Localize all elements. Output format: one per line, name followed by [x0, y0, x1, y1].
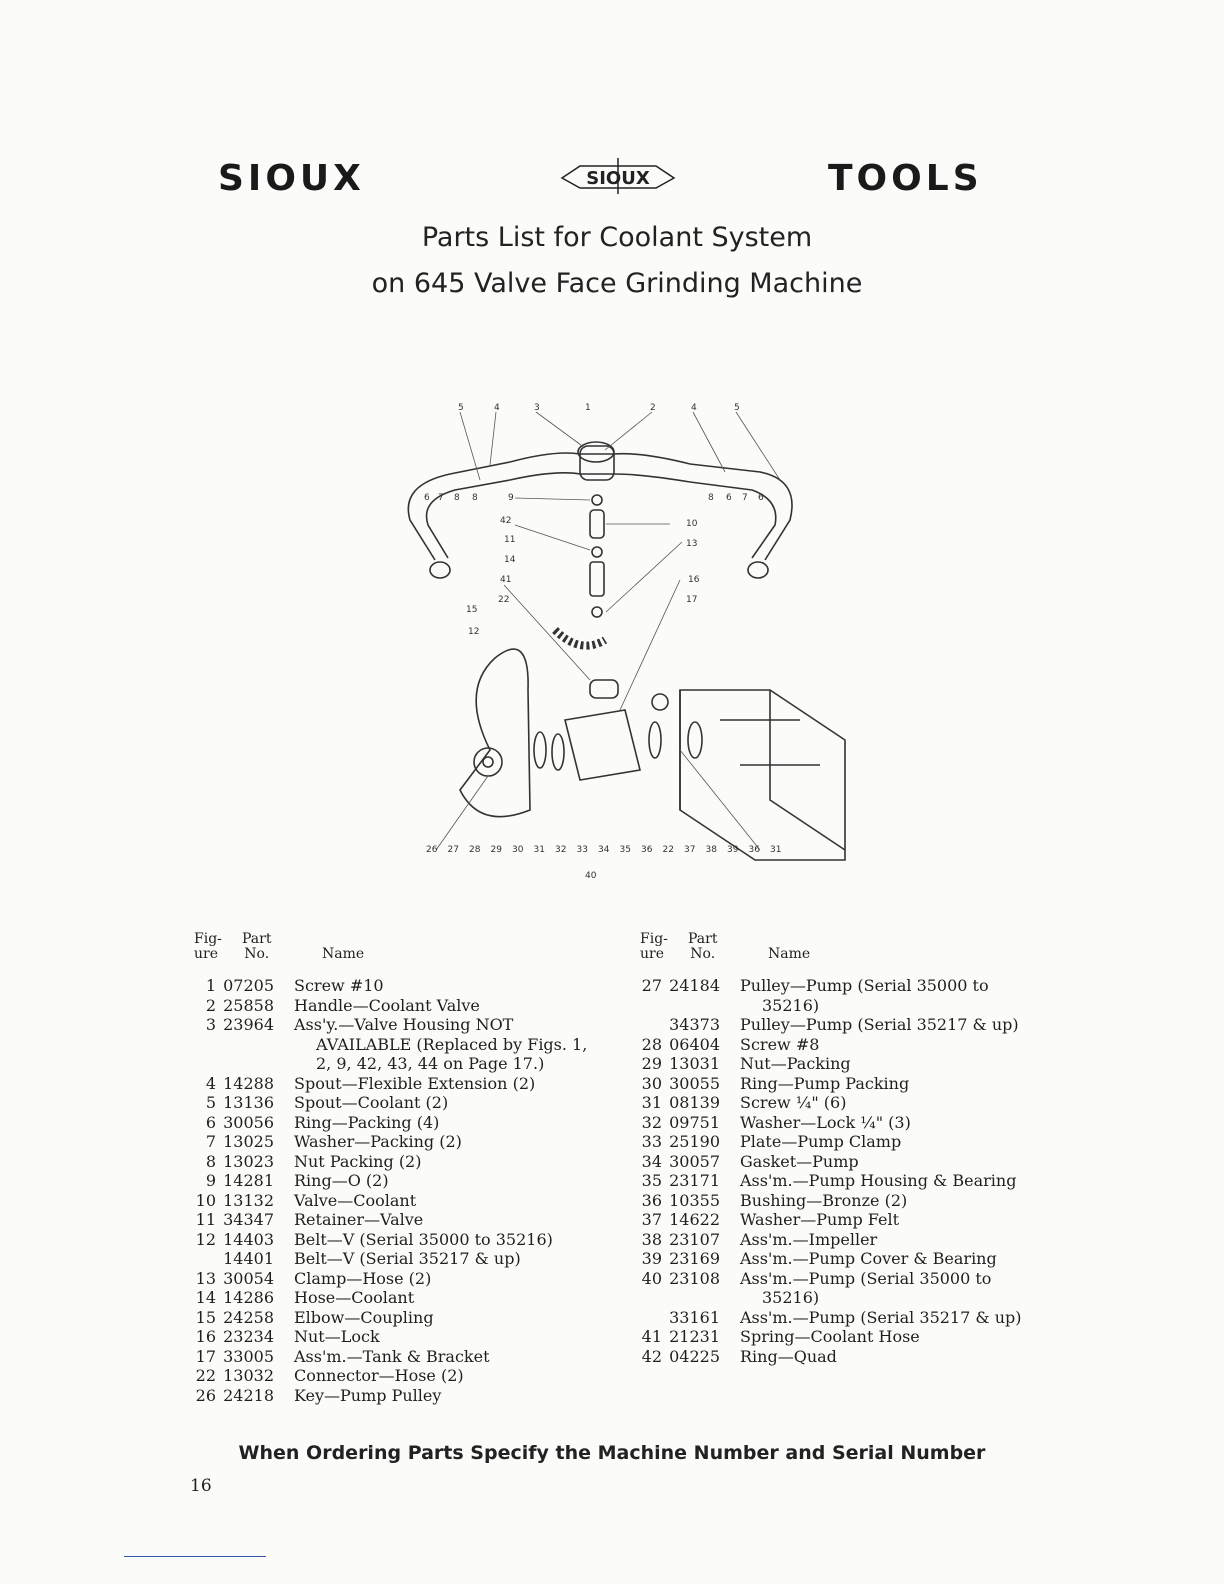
table-row [190, 1015, 600, 1074]
figure-number: 27 [641, 976, 662, 995]
part-number: 13031 [669, 1054, 720, 1073]
diagram-callout: 10 [686, 519, 698, 529]
exploded-parts-diagram [380, 390, 860, 890]
diagram-callout: 7 [438, 493, 444, 503]
part-name: Ring—Packing (4) [294, 1112, 440, 1132]
figure-number: 13 [195, 1268, 216, 1288]
figure-number: 10 [195, 1190, 216, 1210]
diagram-callout: 17 [686, 595, 698, 605]
figure-number: 2 [205, 995, 216, 1015]
part-number: 21231 [669, 1327, 720, 1346]
figure-number: 8 [205, 1151, 216, 1171]
part-number: 30055 [669, 1073, 720, 1093]
diagram-callout: 38 [705, 845, 717, 855]
figure-number: 15 [195, 1307, 216, 1327]
diagram-callout: 8 [454, 493, 460, 503]
figure-number: 32 [641, 1112, 662, 1132]
table-row [636, 1074, 1046, 1094]
part-name: Washer—Packing (2) [294, 1132, 462, 1151]
figure-number: 37 [641, 1210, 662, 1229]
part-number: 09751 [669, 1112, 720, 1132]
part-number: 23108 [669, 1268, 720, 1288]
table-row [190, 1347, 600, 1367]
part-number: 13023 [223, 1151, 274, 1171]
diagram-callout: 29 [490, 845, 502, 855]
table-row [190, 1308, 600, 1328]
part-name: Retainer—Valve [294, 1210, 424, 1229]
part-number: 08139 [669, 1093, 720, 1112]
figure-number: 35 [641, 1171, 662, 1190]
figure-number: 7 [205, 1132, 216, 1151]
part-number: 13025 [223, 1132, 274, 1151]
diagram-callout: 28 [469, 845, 481, 855]
figure-number: 11 [195, 1210, 216, 1229]
diagram-callout: 5 [458, 403, 464, 413]
figure-number: 28 [641, 1034, 662, 1054]
part-number: 23107 [669, 1229, 720, 1249]
part-number: 23964 [223, 1015, 274, 1034]
table-row [190, 1366, 600, 1386]
brand-left: SIOUX [218, 158, 365, 199]
part-name: Ass'm.—Pump Cover & Bearing [740, 1249, 997, 1268]
part-number: 04225 [669, 1346, 720, 1366]
part-name: Spring—Coolant Hose [740, 1327, 920, 1346]
table-row [190, 1249, 600, 1269]
part-number: 24184 [669, 976, 720, 995]
table-row [636, 1171, 1046, 1191]
part-name: Spout—Coolant (2) [294, 1093, 449, 1112]
diagram-callout: 6 [758, 493, 764, 503]
part-number: 23234 [223, 1327, 274, 1346]
diagram-callout: 41 [500, 575, 512, 585]
part-number: 25858 [223, 995, 274, 1015]
part-name: Connector—Hose (2) [294, 1366, 464, 1385]
page-title-line2: on 645 Valve Face Grinding Machine [371, 268, 863, 299]
table-row [636, 1152, 1046, 1172]
header-part-no: Part No. [688, 931, 718, 962]
table-row [190, 1113, 600, 1133]
part-number: 13136 [223, 1093, 274, 1112]
table-row [190, 1152, 600, 1172]
table-row [190, 976, 600, 996]
part-number: 06404 [669, 1034, 720, 1054]
figure-number: 14 [195, 1288, 216, 1307]
part-name: Key—Pump Pulley [294, 1385, 442, 1405]
diagram-callout: 16 [688, 575, 700, 585]
part-name: Nut—Lock [294, 1327, 380, 1346]
diagram-callout: 36 [748, 845, 760, 855]
diagram-callout: 39 [727, 845, 739, 855]
diagram-callout: 31 [533, 845, 545, 855]
part-number: 30054 [223, 1268, 274, 1288]
diagram-callout: 33 [576, 845, 588, 855]
part-name: Ring—Pump Packing [740, 1073, 910, 1093]
table-row [190, 1171, 600, 1191]
header-name: Name [322, 946, 365, 962]
diagram-callout: 8 [472, 493, 478, 503]
diagram-callout: 15 [466, 605, 478, 615]
page-number: 16 [190, 1476, 212, 1496]
figure-number: 17 [195, 1346, 216, 1366]
part-name: Belt—V (Serial 35217 & up) [294, 1249, 521, 1268]
part-number: 25190 [669, 1132, 720, 1151]
part-name: Screw ¼" (6) [740, 1093, 847, 1112]
part-number: 30056 [223, 1112, 274, 1132]
figure-number: 33 [641, 1132, 662, 1151]
header-figure: Fig- ure [194, 931, 222, 962]
figure-number: 22 [195, 1366, 216, 1385]
table-row [636, 1132, 1046, 1152]
table-row [636, 1093, 1046, 1113]
diagram-callout: 22 [662, 845, 674, 855]
part-name: Hose—Coolant [294, 1288, 415, 1307]
diagram-callout: 7 [742, 493, 748, 503]
diagram-callout: 5 [734, 403, 740, 413]
header-name: Name [768, 946, 811, 962]
part-name: Elbow—Coupling [294, 1307, 434, 1327]
diagram-callout: 3 [534, 403, 540, 413]
table-row [636, 1308, 1046, 1328]
part-name: Nut—Packing [740, 1054, 851, 1073]
part-name: Handle—Coolant Valve [294, 995, 480, 1015]
figure-number: 16 [195, 1327, 216, 1346]
figure-number: 26 [195, 1385, 216, 1405]
diagram-callout: 4 [494, 403, 500, 413]
ordering-note: When Ordering Parts Specify the Machine Number and Serial Number [238, 1442, 986, 1464]
part-name: Ass'm.—Pump Housing & Bearing [740, 1171, 1017, 1190]
figure-number: 6 [205, 1112, 216, 1132]
part-name: Ass'm.—Tank & Bracket [294, 1346, 490, 1366]
part-name: Spout—Flexible Extension (2) [294, 1073, 536, 1093]
part-name: Ring—Quad [740, 1346, 837, 1366]
table-row [636, 1054, 1046, 1074]
part-name: Bushing—Bronze (2) [740, 1190, 908, 1210]
figure-number: 31 [641, 1093, 662, 1112]
diagram-callout: 27 [447, 845, 459, 855]
part-name: Ass'y.—Valve Housing NOT AVAILABLE (Replaced by Figs. 1, 2, 9, 42, 43, 44 on Page 17.) [294, 1015, 588, 1073]
table-row [636, 976, 1046, 1015]
diagram-callout: 42 [500, 516, 512, 526]
figure-number: 39 [641, 1249, 662, 1268]
part-name: Gasket—Pump [740, 1151, 859, 1171]
table-row [190, 996, 600, 1016]
figure-number: 29 [641, 1054, 662, 1073]
table-row [636, 1230, 1046, 1250]
diagram-callout: 37 [684, 845, 696, 855]
logo-text: SIOUX [586, 168, 650, 189]
table-row [636, 1347, 1046, 1367]
part-name: Valve—Coolant [294, 1190, 417, 1210]
diagram-callout: 36 [641, 845, 653, 855]
figure-number: 4 [205, 1073, 216, 1093]
part-name: Pulley—Pump (Serial 35217 & up) [740, 1015, 1019, 1034]
part-number: 23169 [669, 1249, 720, 1268]
part-number: 30057 [669, 1151, 720, 1171]
diagram-callout: 30 [512, 845, 524, 855]
table-row [190, 1386, 600, 1406]
parts-list-right [636, 930, 1046, 1366]
diagram-callout: 2 [650, 403, 656, 413]
part-name: Screw #10 [294, 976, 384, 995]
part-name: Plate—Pump Clamp [740, 1132, 902, 1151]
part-number: 07205 [223, 976, 274, 995]
table-row [190, 1093, 600, 1113]
part-number: 10355 [669, 1190, 720, 1210]
table-row [636, 1191, 1046, 1211]
figure-number: 36 [641, 1190, 662, 1210]
part-number: 33161 [669, 1307, 720, 1327]
table-row [636, 1035, 1046, 1055]
part-number: 14403 [223, 1229, 274, 1249]
figure-number: 12 [195, 1229, 216, 1249]
table-row [190, 1288, 600, 1308]
diagram-callout: 32 [555, 845, 567, 855]
brand-right: TOOLS [828, 158, 983, 199]
part-name: Pulley—Pump (Serial 35000 to 35216) [740, 976, 989, 1015]
diagram-callout: 40 [585, 871, 597, 881]
part-number: 14288 [223, 1073, 274, 1093]
diagram-callout: 6 [424, 493, 430, 503]
figure-number: 42 [641, 1346, 662, 1366]
diagram-callout: 26 [426, 845, 438, 855]
figure-number: 30 [641, 1073, 662, 1093]
diagram-callout: 13 [686, 539, 698, 549]
diagram-callout: 14 [504, 555, 516, 565]
part-number: 14622 [669, 1210, 720, 1229]
part-number: 34373 [669, 1015, 720, 1034]
diagram-callout: 35 [619, 845, 631, 855]
part-number: 13032 [223, 1366, 274, 1385]
part-name: Washer—Lock ¼" (3) [740, 1112, 911, 1132]
part-name: Ring—O (2) [294, 1171, 389, 1190]
table-row [190, 1327, 600, 1347]
diagram-callout: 22 [498, 595, 510, 605]
figure-number: 3 [205, 1015, 216, 1034]
part-number: 13132 [223, 1190, 274, 1210]
part-name: Ass'm.—Impeller [740, 1229, 878, 1249]
table-row [190, 1191, 600, 1211]
table-row [636, 1269, 1046, 1308]
diagram-callout: 11 [504, 535, 516, 545]
part-name: Clamp—Hose (2) [294, 1268, 432, 1288]
part-name: Ass'm.—Pump (Serial 35217 & up) [740, 1307, 1022, 1327]
table-row [636, 1249, 1046, 1269]
part-number: 34347 [223, 1210, 274, 1229]
diagram-callout: 6 [726, 493, 732, 503]
table-row [190, 1269, 600, 1289]
part-name: Ass'm.—Pump (Serial 35000 to 35216) [740, 1268, 992, 1307]
diagram-callout: 31 [770, 845, 782, 855]
part-number: 23171 [669, 1171, 720, 1190]
diagram-callout: 12 [468, 627, 480, 637]
diagram-callout: 9 [508, 493, 514, 503]
table-row [190, 1074, 600, 1094]
table-row [636, 1113, 1046, 1133]
table-row [190, 1132, 600, 1152]
diagram-callout: 1 [585, 403, 591, 413]
table-row [190, 1210, 600, 1230]
parts-list-left [190, 930, 600, 1405]
diagram-callout: 34 [598, 845, 610, 855]
table-row [636, 1327, 1046, 1347]
part-number: 33005 [223, 1346, 274, 1366]
part-name: Nut Packing (2) [294, 1151, 422, 1171]
diagram-callout: 8 [708, 493, 714, 503]
sioux-logo [558, 156, 678, 196]
part-number: 14281 [223, 1171, 274, 1190]
part-number: 24218 [223, 1385, 274, 1405]
part-name: Screw #8 [740, 1034, 820, 1054]
table-row [190, 1230, 600, 1250]
figure-number: 9 [205, 1171, 216, 1190]
part-number: 24258 [223, 1307, 274, 1327]
part-name: Belt—V (Serial 35000 to 35216) [294, 1229, 553, 1249]
part-name: Washer—Pump Felt [740, 1210, 900, 1229]
table-row [636, 1210, 1046, 1230]
figure-number: 40 [641, 1268, 662, 1288]
header-part-no: Part No. [242, 931, 272, 962]
figure-number: 5 [205, 1093, 216, 1112]
page-title-line1: Parts List for Coolant System [421, 222, 813, 253]
divider [124, 1556, 266, 1557]
diagram-callout: 4 [691, 403, 697, 413]
part-number: 14286 [223, 1288, 274, 1307]
figure-number: 41 [641, 1327, 662, 1346]
figure-number: 34 [641, 1151, 662, 1171]
table-row [636, 1015, 1046, 1035]
figure-number: 1 [205, 976, 216, 995]
part-number: 14401 [223, 1249, 274, 1268]
figure-number: 38 [641, 1229, 662, 1249]
header-figure: Fig- ure [640, 931, 668, 962]
